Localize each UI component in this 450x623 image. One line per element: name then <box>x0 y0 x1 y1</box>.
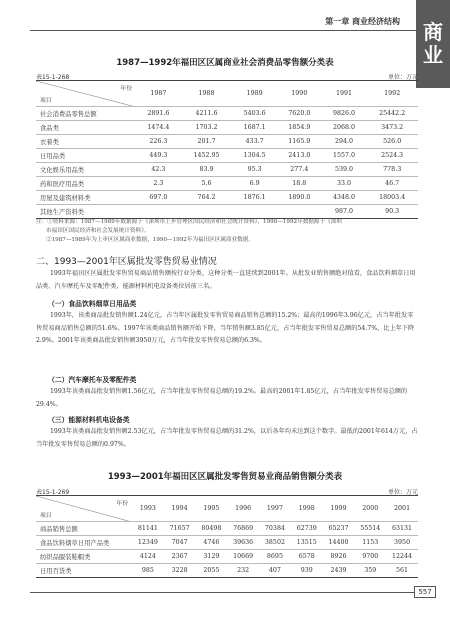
note-line-3: ②1987—1989年为上步区区属商业数据，1990—1992年为福田区区属商业数据。 <box>46 237 254 243</box>
table-cell: 3473.2 <box>366 121 418 135</box>
table-cell: 407 <box>259 564 291 578</box>
row-label: 文化娱乐用品类 <box>36 163 136 177</box>
table-cell: 2055 <box>196 564 228 578</box>
row-label: 其他生产资料类 <box>36 205 136 219</box>
table-cell: 9826.0 <box>322 107 367 121</box>
table-cell: 1703.2 <box>181 121 233 135</box>
table1-corner-year: 年份 <box>120 86 132 92</box>
table1-year: 1991 <box>322 81 367 107</box>
table1-year: 1990 <box>277 81 322 107</box>
side-tab-char-1: 商 <box>423 20 443 44</box>
table2-corner-year: 年份 <box>116 501 128 507</box>
table-cell: 1153 <box>354 536 386 550</box>
table-row <box>36 163 418 177</box>
table1-header-row <box>36 81 418 107</box>
table-cell: 13515 <box>291 536 323 550</box>
subsection-1-text: 1993年，该类商品批发销售额1.24亿元，占当年区属批发零售贸易商品销售总额的15.2%；最高的1996年3.96亿元，占当年批发零售贸易商品销售总额的51.6%。1997年该类商品销售额开始下降，当年销售额3.85亿元，占当年批发零售贸易总额的54.7%，比上年下降2.9%。2001年该类商品批发销售额3950万元，占当年批发零售贸易总额的6.3%。 <box>36 312 415 345</box>
table-cell: 778.3 <box>366 163 418 177</box>
table-cell: 433.7 <box>232 135 277 149</box>
table-cell: 5.6 <box>181 177 233 191</box>
section-title: 二、1993—2001年区属批发零售贸易业情况 <box>36 257 217 267</box>
table2-year: 2001 <box>386 496 418 522</box>
table-cell: 2891.6 <box>136 107 181 121</box>
table-cell: 232 <box>227 564 259 578</box>
table-cell: 33.0 <box>322 177 367 191</box>
table-cell: 9700 <box>354 550 386 564</box>
table-cell: 1876.1 <box>232 191 277 205</box>
row-label: 房屋及建筑材料类 <box>36 191 136 205</box>
table-cell: 1474.4 <box>136 121 181 135</box>
row-label: 纺织品服装鞋帽类 <box>36 550 132 564</box>
note-line-1: 注：①资料来源：1987—1989年数据源于《深圳市上步管理区国民经济和社会统计资料》，1990—1992年数据源于《深圳 <box>36 219 342 225</box>
table-row <box>36 205 418 219</box>
table2 <box>36 495 418 578</box>
table-cell: 71657 <box>164 522 196 536</box>
table-cell: 985 <box>132 564 164 578</box>
table2-year: 1998 <box>291 496 323 522</box>
table-cell: 2439 <box>323 564 355 578</box>
table-row <box>36 522 418 536</box>
table-cell: 12244 <box>386 550 418 564</box>
table-cell: 63131 <box>386 522 418 536</box>
table-cell: 526.0 <box>366 135 418 149</box>
subsection-2-title: （二）汽车摩托车及零配件类 <box>48 376 137 384</box>
table-cell: 939 <box>291 564 323 578</box>
table1-id: 表15-1-268 <box>36 74 70 81</box>
table2-id: 表15-1-269 <box>36 489 70 496</box>
table2-year: 1996 <box>227 496 259 522</box>
table-cell: 764.2 <box>181 191 233 205</box>
table-cell: 4211.6 <box>181 107 233 121</box>
table-cell: 697.0 <box>136 191 181 205</box>
table-cell: 1687.1 <box>232 121 277 135</box>
section-side-tab <box>416 0 450 88</box>
table-cell: 95.3 <box>232 163 277 177</box>
table-cell: 8926 <box>323 550 355 564</box>
table1-year: 1992 <box>366 81 418 107</box>
table-cell: 38502 <box>259 536 291 550</box>
table-cell: 3129 <box>196 550 228 564</box>
table-row <box>36 564 418 578</box>
table-cell: 14400 <box>323 536 355 550</box>
note-line-2: 市福田区国民经济和社会发展统计资料》。 <box>46 228 150 234</box>
subsection-3-text: 1993年该类商品批发销售额2.53亿元，占当年批发零售贸易总额的31.2%，以后各年均未达到这个数字。最低的2001年614万元，占当年批发零售贸易总额的0.97%。 <box>36 428 418 448</box>
table-cell: 18.8 <box>277 177 322 191</box>
table2-title: 1993—2001年福田区区属批发零售贸易业商品销售额分类表 <box>107 472 343 482</box>
table2-year: 1993 <box>132 496 164 522</box>
table-cell: 2524.3 <box>366 149 418 163</box>
table-cell: 39636 <box>227 536 259 550</box>
table-cell: 76869 <box>227 522 259 536</box>
table1-unit: 单位：万元 <box>387 74 418 81</box>
table-cell: 80498 <box>196 522 228 536</box>
table-cell: 90.3 <box>366 205 418 219</box>
table1-year: 1988 <box>181 81 233 107</box>
table-cell: 55514 <box>354 522 386 536</box>
row-label: 食品类 <box>36 121 136 135</box>
table-row <box>36 191 418 205</box>
table1-corner-cell <box>36 81 136 107</box>
table-cell: 10669 <box>227 550 259 564</box>
side-tab-char-2: 业 <box>423 43 443 67</box>
table-cell: 277.4 <box>277 163 322 177</box>
table-cell: 2367 <box>164 550 196 564</box>
footer-rule <box>30 592 414 593</box>
table-cell: 42.3 <box>136 163 181 177</box>
row-label: 衣着类 <box>36 135 136 149</box>
table-cell: 1854.9 <box>277 121 322 135</box>
table-cell: 3950 <box>386 536 418 550</box>
table-cell: 65237 <box>323 522 355 536</box>
table-cell: 1890.0 <box>277 191 322 205</box>
table-cell: 12349 <box>132 536 164 550</box>
table-cell: 2413.0 <box>277 149 322 163</box>
table-cell: 539.0 <box>322 163 367 177</box>
row-label: 日用百货类 <box>36 564 132 578</box>
table-cell: 7047 <box>164 536 196 550</box>
table2-year: 1997 <box>259 496 291 522</box>
table-cell <box>232 205 277 219</box>
table-cell: 226.3 <box>136 135 181 149</box>
table-cell: 5403.6 <box>232 107 277 121</box>
row-label: 日用品类 <box>36 149 136 163</box>
table-row <box>36 121 418 135</box>
table-cell: 81141 <box>132 522 164 536</box>
table-cell: 1557.0 <box>322 149 367 163</box>
table1-year: 1989 <box>232 81 277 107</box>
table2-year: 2000 <box>354 496 386 522</box>
table-cell: 987.0 <box>322 205 367 219</box>
table1-notes <box>36 218 418 245</box>
row-label: 社会消费品零售总额 <box>36 107 136 121</box>
table-cell: 6.9 <box>232 177 277 191</box>
row-label: 食品饮料烟草日用产品类 <box>36 536 132 550</box>
table-cell: 25442.2 <box>366 107 418 121</box>
table-cell: 7620.0 <box>277 107 322 121</box>
table-cell: 294.0 <box>322 135 367 149</box>
table-cell: 70384 <box>259 522 291 536</box>
table1-title: 1987—1992年福田区区属商业社会消费品零售额分类表 <box>116 58 334 68</box>
header-rule <box>30 30 416 31</box>
table-cell: 449.3 <box>136 149 181 163</box>
table-cell: 1452.95 <box>181 149 233 163</box>
table-cell: 62739 <box>291 522 323 536</box>
table-cell: 201.7 <box>181 135 233 149</box>
table-cell: 4348.0 <box>322 191 367 205</box>
table-cell: 83.9 <box>181 163 233 177</box>
table-cell: 2.3 <box>136 177 181 191</box>
table2-year: 1999 <box>323 496 355 522</box>
table-cell: 3228 <box>164 564 196 578</box>
table-row <box>36 177 418 191</box>
table-row <box>36 107 418 121</box>
table-row <box>36 149 418 163</box>
table-row <box>36 536 418 550</box>
table2-header-row <box>36 496 418 522</box>
table-cell: 18003.4 <box>366 191 418 205</box>
table1 <box>36 80 418 219</box>
table-cell: 561 <box>386 564 418 578</box>
subsection-2-text: 1993年该类商品批发销售额1.56亿元，占当年批发零售贸易总额的19.2%。最高的2001年1.85亿元，占当年批发零售贸易总额的29.4%。 <box>36 388 408 408</box>
chapter-heading: 第一章 商业经济结构 <box>325 17 400 26</box>
subsection-1-title: （一）食品饮料烟草日用品类 <box>48 300 137 308</box>
table-cell: 46.7 <box>366 177 418 191</box>
table-cell <box>136 205 181 219</box>
table2-corner-cell <box>36 496 132 522</box>
table2-corner-item: 项目 <box>40 513 52 519</box>
table-cell: 2068.0 <box>322 121 367 135</box>
table-cell: 6578 <box>291 550 323 564</box>
table-cell: 1304.5 <box>232 149 277 163</box>
table2-year: 1995 <box>196 496 228 522</box>
table-cell: 359 <box>354 564 386 578</box>
table1-corner-item: 项目 <box>40 98 52 104</box>
table-cell: 8695 <box>259 550 291 564</box>
table1-year: 1987 <box>136 81 181 107</box>
page-number: 557 <box>414 586 436 598</box>
table2-year: 1994 <box>164 496 196 522</box>
table-row <box>36 135 418 149</box>
row-label: 商品销售总额 <box>36 522 132 536</box>
subsection-3-title: （三）能源材料机电设备类 <box>48 416 130 424</box>
table-cell: 1165.9 <box>277 135 322 149</box>
table-cell <box>277 205 322 219</box>
row-label: 药和医疗用品类 <box>36 177 136 191</box>
table-cell: 4124 <box>132 550 164 564</box>
table2-unit: 单位：万元 <box>387 489 418 496</box>
table-cell <box>181 205 233 219</box>
table-row <box>36 550 418 564</box>
table-cell: 4746 <box>196 536 228 550</box>
section-intro: 1993年福田区区属批发零售贸易商品销售额按行业分类，这种分类一直延续到2001年。从批发业销售额绝对值看，食品饮料烟草日用品类、汽车摩托车及零配件类、能源材料机电设备类位居前三名。 <box>36 270 416 290</box>
